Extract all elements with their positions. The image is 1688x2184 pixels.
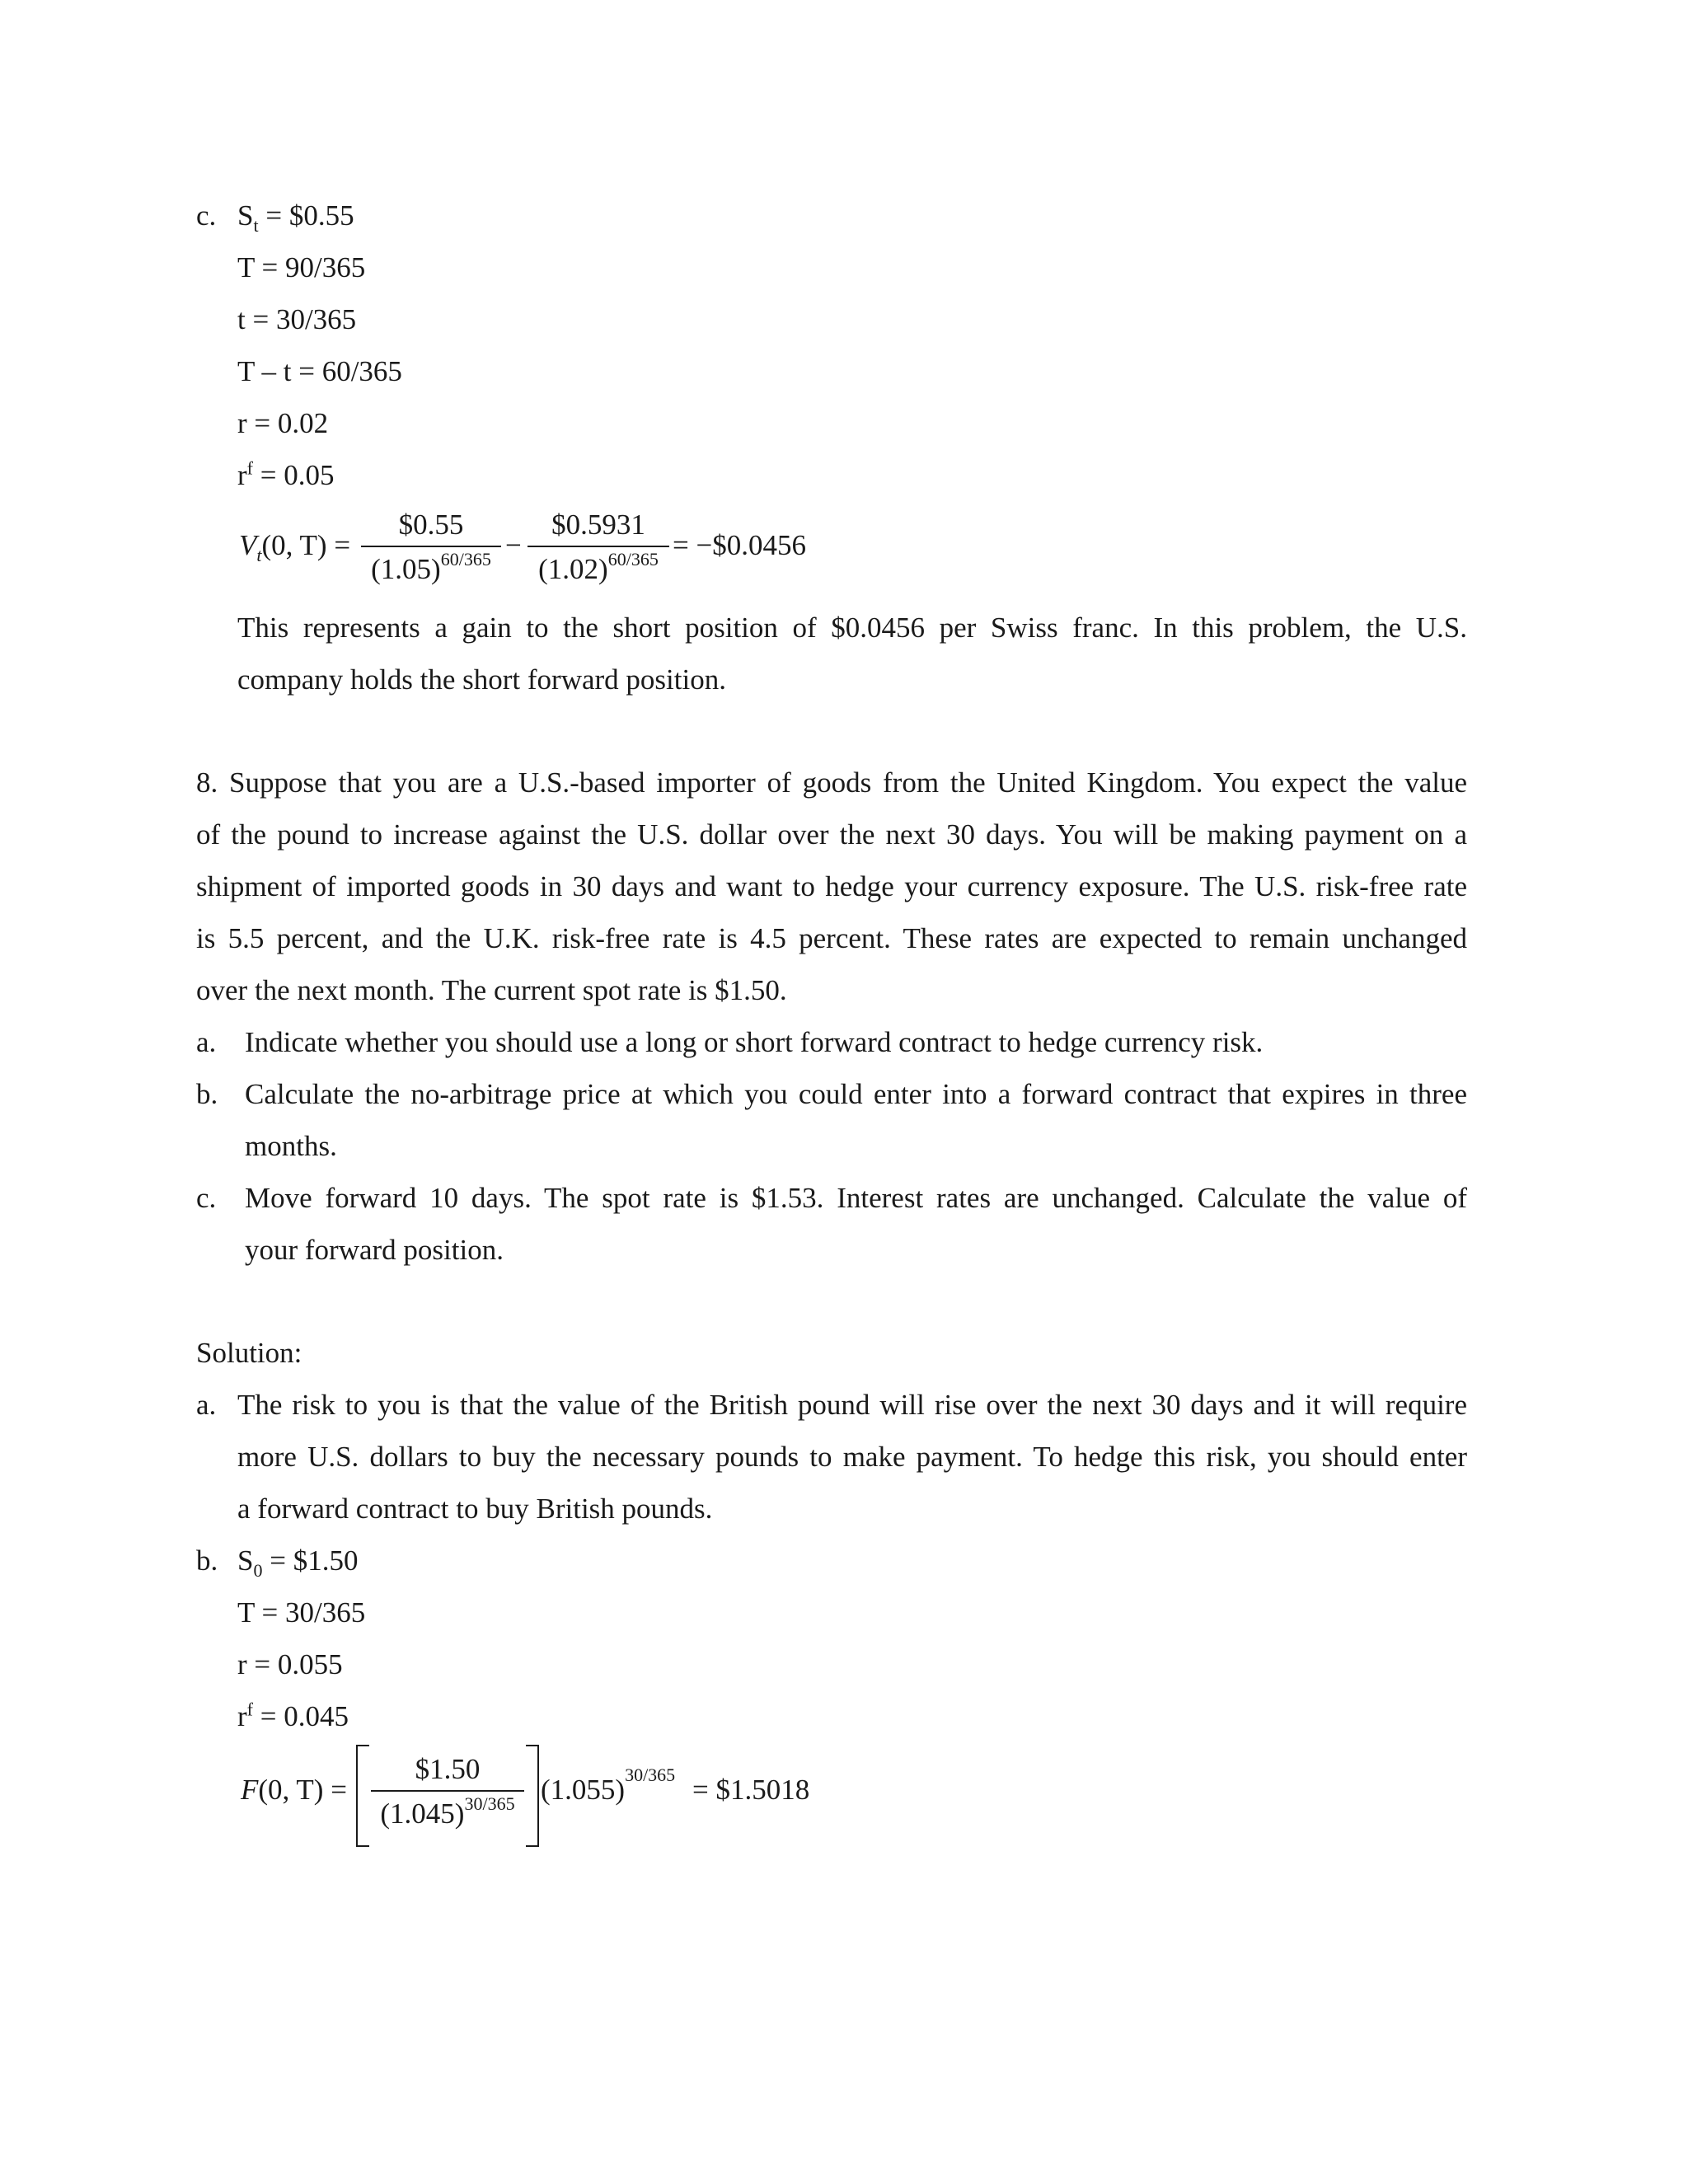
solution-marker-b: b. bbox=[196, 1544, 218, 1577]
var-r-b: r = 0.055 bbox=[237, 1648, 343, 1680]
var-T: T = 90/365 bbox=[237, 251, 366, 284]
list-marker-a: a. bbox=[196, 1026, 217, 1058]
solution-marker-a: a. bbox=[196, 1389, 217, 1421]
left-bracket bbox=[356, 1745, 369, 1847]
var-rf-b: $r^f = 0.045$ bbox=[237, 1699, 349, 1732]
problem-8-item-a: Indicate whether you should use a long or short forward contract to hedge currency risk. bbox=[245, 1026, 1264, 1058]
var-s0: $S_0$ = $1.50 bbox=[237, 1544, 359, 1581]
var-st: $S_t$ = $0.55 bbox=[237, 199, 354, 236]
problem-8-item-c: Move forward 10 days. The spot rate is $1.53. Interest rates are unchanged. Calculate the value of your forward position. bbox=[245, 1182, 1467, 1266]
var-T-b: T = 30/365 bbox=[237, 1596, 366, 1629]
solution-a-text: The risk to you is that the value of the British pound will rise over the next 30 days and it will require more U.S. dollars to buy the necessary pounds to make payment. To hedge this risk, you should enter a forward contract to buy British pounds. bbox=[237, 1389, 1467, 1525]
fraction-1: $0.55 $(1.05)^{60/365}$ bbox=[361, 504, 501, 588]
var-rf: $r^f = 0.05$ bbox=[237, 457, 335, 491]
var-r: r = 0.02 bbox=[237, 407, 329, 439]
list-marker-b: b. bbox=[196, 1078, 218, 1110]
minus-sign: − bbox=[505, 529, 522, 561]
problem-8-statement: 8. Suppose that you are a U.S.-based importer of goods from the United Kingdom. You expect the value of the pound to increase against the U.S. dollar over the next 30 days. You will be making payment on a shipment of imported goods in 30 days and want to hedge your currency exposure. The U.S. risk-free rate is 5.5 percent, and the U.K. risk-free rate is 4.5 percent. These rates are expected to remain unchanged over the next month. The current spot rate is $1.50. bbox=[196, 766, 1467, 1006]
equation-lhs: $V_t(0$, T) = bbox=[239, 529, 351, 565]
problem-8-item-b: Calculate the no-arbitrage price at which you could enter into a forward contract that expires in three months. bbox=[245, 1078, 1467, 1162]
var-t: t = 30/365 bbox=[237, 303, 357, 335]
var-T-minus-t: T – t = 60/365 bbox=[237, 355, 402, 387]
forward-fraction: $1.50 $(1.045)^{30/365}$ bbox=[371, 1749, 524, 1833]
list-marker-c: c. bbox=[196, 199, 217, 232]
solution-heading: Solution: bbox=[196, 1337, 302, 1369]
forward-multiplier: $(1.055)^{30/365}$ bbox=[541, 1765, 676, 1806]
list-marker-c2: c. bbox=[196, 1182, 217, 1214]
equation-result: = −$0.0456 bbox=[673, 529, 806, 561]
explanation-paragraph: This represents a gain to the short position of $0.0456 per Swiss franc. In this problem, the U.S. company holds the short forward position. bbox=[237, 612, 1467, 696]
forward-equation-lhs: F(0, T) = bbox=[241, 1774, 347, 1806]
forward-result: = $1.5018 bbox=[692, 1774, 810, 1806]
fraction-2: $0.5931 $(1.02)^{60/365}$ bbox=[528, 504, 669, 588]
right-bracket bbox=[526, 1745, 539, 1847]
